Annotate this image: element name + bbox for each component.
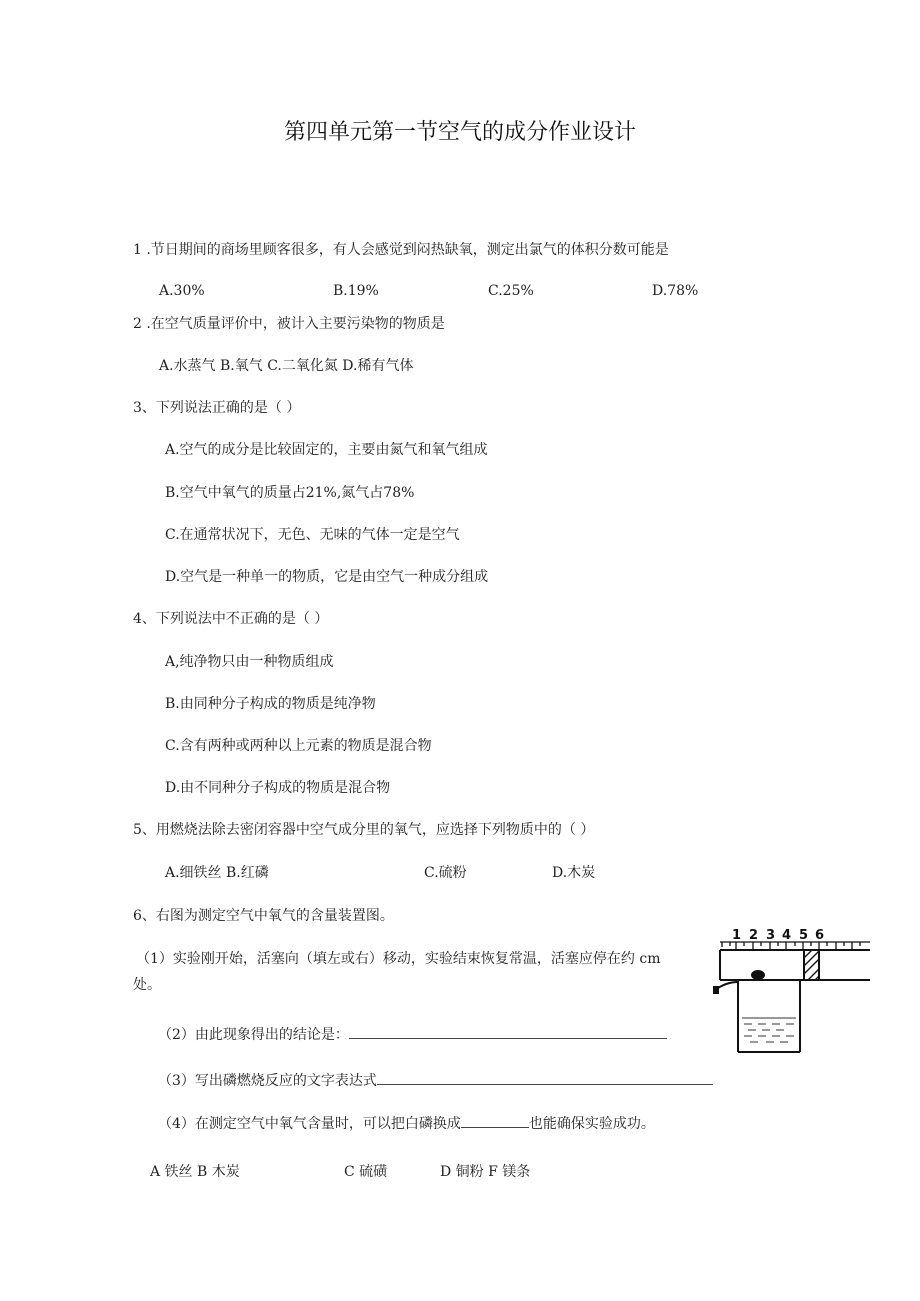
q5-option-ab: A.细铁丝 B.红磷 xyxy=(165,865,269,881)
q6-sub2-answer-blank[interactable] xyxy=(349,1024,667,1039)
q5-option-c: C.硫粉 xyxy=(424,865,467,881)
q3-option-b: B.空气中氧气的质量占21%,氮气占78% xyxy=(165,485,415,501)
phosphorus-blob xyxy=(751,970,765,980)
q4-option-c: C.含有两种或两种以上元素的物质是混合物 xyxy=(165,738,432,754)
glass-tube xyxy=(720,950,870,980)
q1-stem: 1 .节日期间的商场里顾客很多，有人会感觉到闷热缺氧，测定出氯气的体积分数可能是 xyxy=(133,242,669,258)
water-lines xyxy=(742,1018,796,1042)
q6-sub1-line1: （1）实验刚开始，活塞向（填左或右）移动，实验结束恢复常温，活塞应停在约 cm xyxy=(136,951,661,967)
scale-ticks xyxy=(720,942,870,949)
q6-option-c: C 硫磺 xyxy=(344,1164,388,1180)
q2-options: A.水蒸气 B.氧气 C.二氧化氮 D.稀有气体 xyxy=(159,358,414,374)
q1-option-c: C.25% xyxy=(488,283,534,299)
q5-option-d: D.木炭 xyxy=(552,865,596,881)
q1-option-b: B.19% xyxy=(333,283,379,299)
q6-sub3 xyxy=(158,1070,713,1090)
q2-stem: 2 .在空气质量评价中，被计入主要污染物的物质是 xyxy=(133,316,445,332)
scale-label-3: 3 xyxy=(766,928,776,943)
page-title: 第四单元第一节空气的成分作业设计 xyxy=(283,120,636,145)
q6-sub2-text: （2）由此现象得出的结论是： xyxy=(158,1027,349,1043)
q6-sub3-answer-blank[interactable] xyxy=(377,1070,713,1085)
q3-stem: 3、下列说法正确的是（ ） xyxy=(133,400,301,416)
q4-stem: 4、下列说法中不正确的是（ ） xyxy=(133,611,329,627)
q1-option-d: D.78% xyxy=(652,283,699,299)
q6-sub4-text-a: （4）在测定空气中氧气含量时，可以把白磷换成 xyxy=(158,1116,461,1132)
q6-sub1-line2: 处。 xyxy=(133,977,161,993)
oxygen-measurement-apparatus-figure xyxy=(712,922,872,1057)
q6-sub4-text-b: 也能确保实验成功。 xyxy=(528,1116,655,1132)
piston xyxy=(804,950,819,980)
scale-label-1: 1 xyxy=(732,928,742,943)
q1-option-a: A.30% xyxy=(159,283,205,299)
scale-label-4: 4 xyxy=(782,928,792,943)
q6-option-df: D 铜粉 F 镁条 xyxy=(440,1164,531,1180)
q5-stem: 5、用燃烧法除去密闭容器中空气成分里的氧气，应选择下列物质中的（ ） xyxy=(133,822,595,838)
q6-sub3-text: （3）写出磷燃烧反应的文字表达式 xyxy=(158,1073,377,1089)
q6-sub2 xyxy=(158,1024,667,1044)
scale-label-5: 5 xyxy=(799,928,809,943)
q3-option-a: A.空气的成分是比较固定的，主要由氮气和氧气组成 xyxy=(165,442,488,458)
q6-option-ab: A 铁丝 B 木炭 xyxy=(150,1164,240,1180)
scale-label-2: 2 xyxy=(749,928,759,943)
q3-option-c: C.在通常状况下，无色、无味的气体一定是空气 xyxy=(165,527,460,543)
water-beaker xyxy=(738,980,800,1052)
wire-tip xyxy=(713,986,719,994)
q4-option-d: D.由不同种分子构成的物质是混合物 xyxy=(165,780,391,796)
q6-sub4 xyxy=(158,1113,655,1133)
scale-label-6: 6 xyxy=(815,928,825,943)
q4-option-b: B.由同种分子构成的物质是纯净物 xyxy=(165,696,376,712)
q4-option-a: A,纯净物只由一种物质组成 xyxy=(165,654,334,670)
q6-sub4-answer-blank[interactable] xyxy=(461,1113,529,1128)
q3-option-d: D.空气是一种单一的物质，它是由空气一种成分组成 xyxy=(165,569,489,585)
q6-stem: 6、右图为测定空气中氧气的含量装置图。 xyxy=(133,908,394,924)
